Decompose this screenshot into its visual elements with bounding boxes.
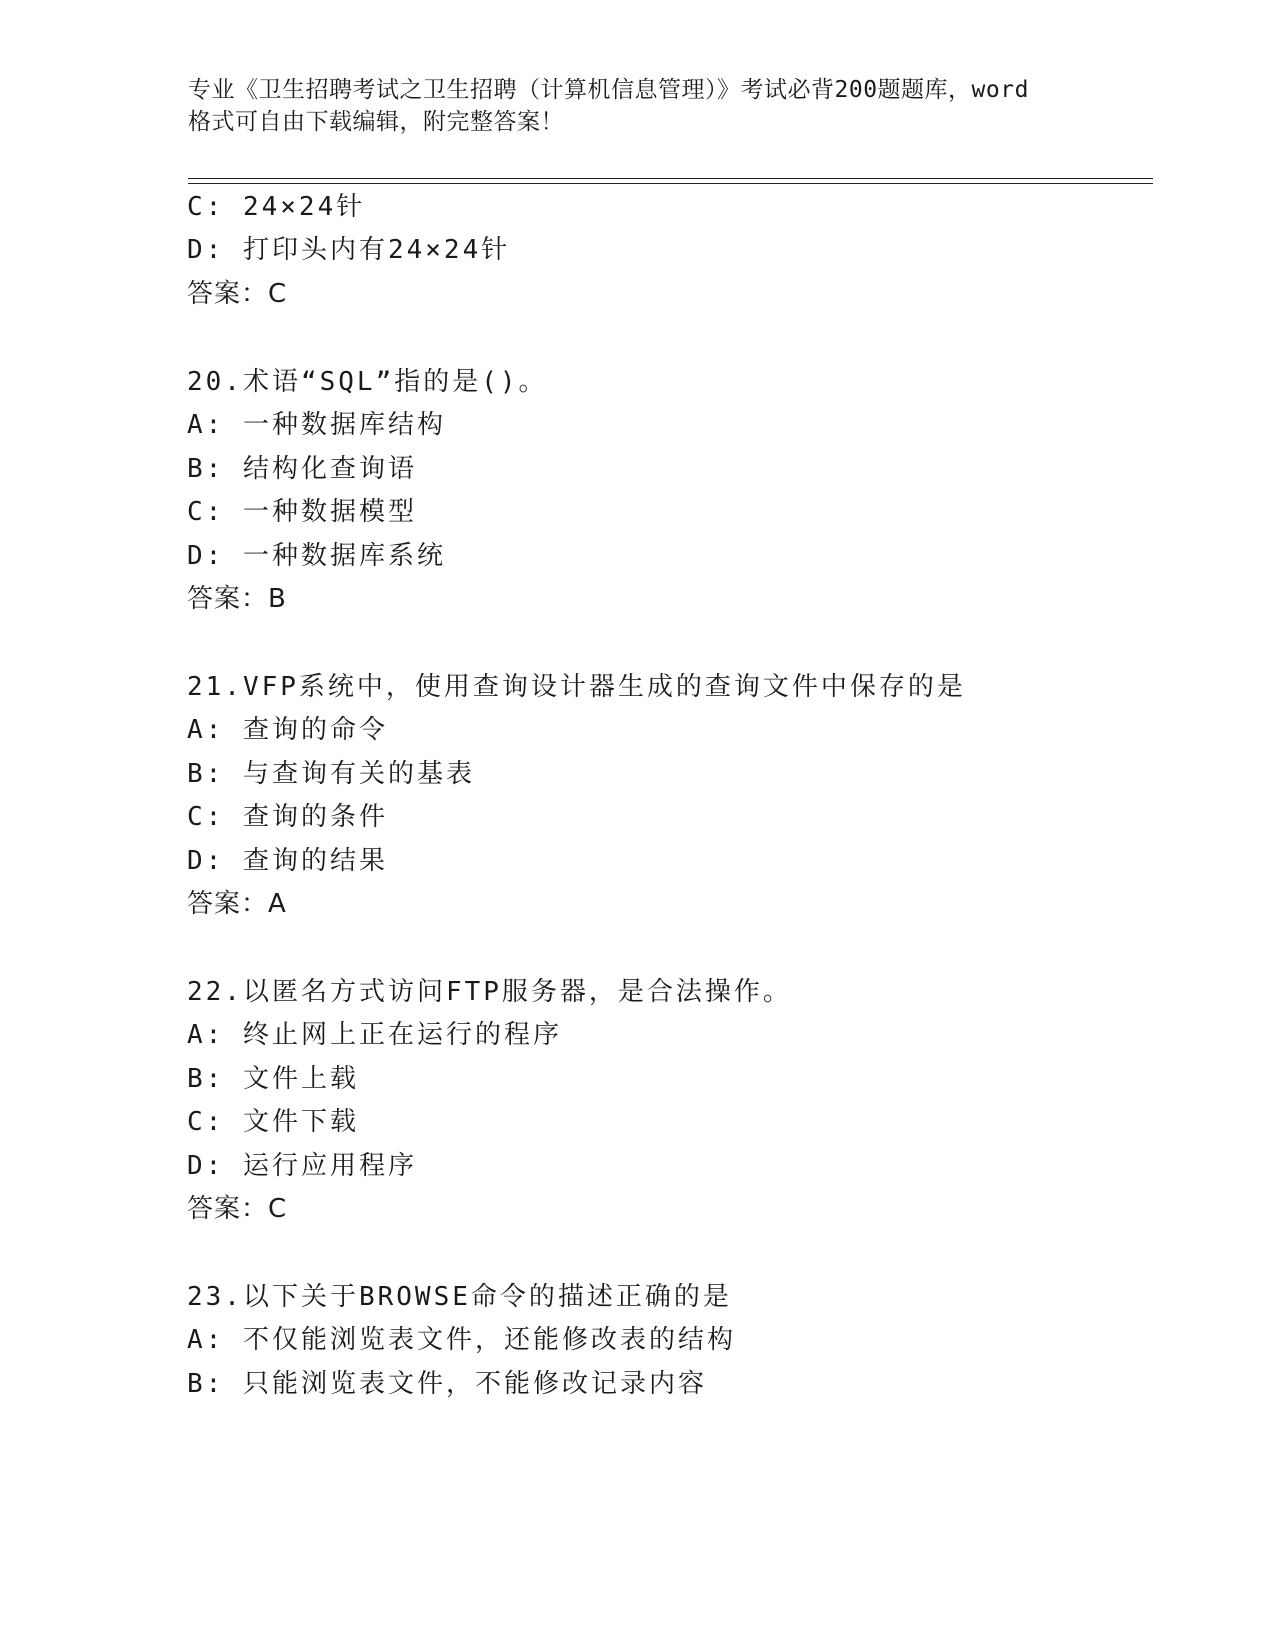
q22-answer: 答案：C <box>187 1194 288 1224</box>
header-line-1: 专业《卫生招聘考试之卫生招聘（计算机信息管理）》考试必背200题题库，word <box>188 77 1029 103</box>
q19-option-d: D: 打印头内有24×24针 <box>187 235 511 265</box>
q21-option-c: C: 查询的条件 <box>187 802 388 832</box>
document-header <box>188 74 1088 138</box>
q22-option-a: A: 终止网上正在运行的程序 <box>187 1020 562 1050</box>
q22-option-c: C: 文件下载 <box>187 1107 359 1137</box>
q23-option-a: A: 不仅能浏览表文件，还能修改表的结构 <box>187 1325 736 1355</box>
q19-answer: 答案：C <box>187 279 288 309</box>
q23-question: 23.以下关于BROWSE命令的描述正确的是 <box>187 1282 732 1312</box>
q21-question: 21.VFP系统中，使用查询设计器生成的查询文件中保存的是 <box>187 672 966 702</box>
q21-answer: 答案：A <box>187 889 287 919</box>
q22-question: 22.以匿名方式访问FTP服务器，是合法操作。 <box>187 977 792 1007</box>
q20-option-a: A: 一种数据库结构 <box>187 410 446 440</box>
q20-answer: 答案：B <box>187 584 287 614</box>
q19-option-c: C: 24×24针 <box>187 192 366 222</box>
q20-option-d: D: 一种数据库系统 <box>187 541 446 571</box>
q21-option-b: B: 与查询有关的基表 <box>187 759 475 789</box>
q22-option-d: D: 运行应用程序 <box>187 1151 417 1181</box>
q20-option-b: B: 结构化查询语 <box>187 454 417 484</box>
q22-option-b: B: 文件上载 <box>187 1064 359 1094</box>
header-line-2: 格式可自由下载编辑，附完整答案！ <box>188 109 564 135</box>
q20-question: 20.术语“SQL”指的是()。 <box>187 367 548 397</box>
q21-option-d: D: 查询的结果 <box>187 846 388 876</box>
header-divider-top <box>188 178 1153 179</box>
q20-option-c: C: 一种数据模型 <box>187 497 417 527</box>
header-divider-bottom <box>188 183 1153 184</box>
q23-option-b: B: 只能浏览表文件，不能修改记录内容 <box>187 1369 707 1399</box>
q21-option-a: A: 查询的命令 <box>187 715 388 745</box>
